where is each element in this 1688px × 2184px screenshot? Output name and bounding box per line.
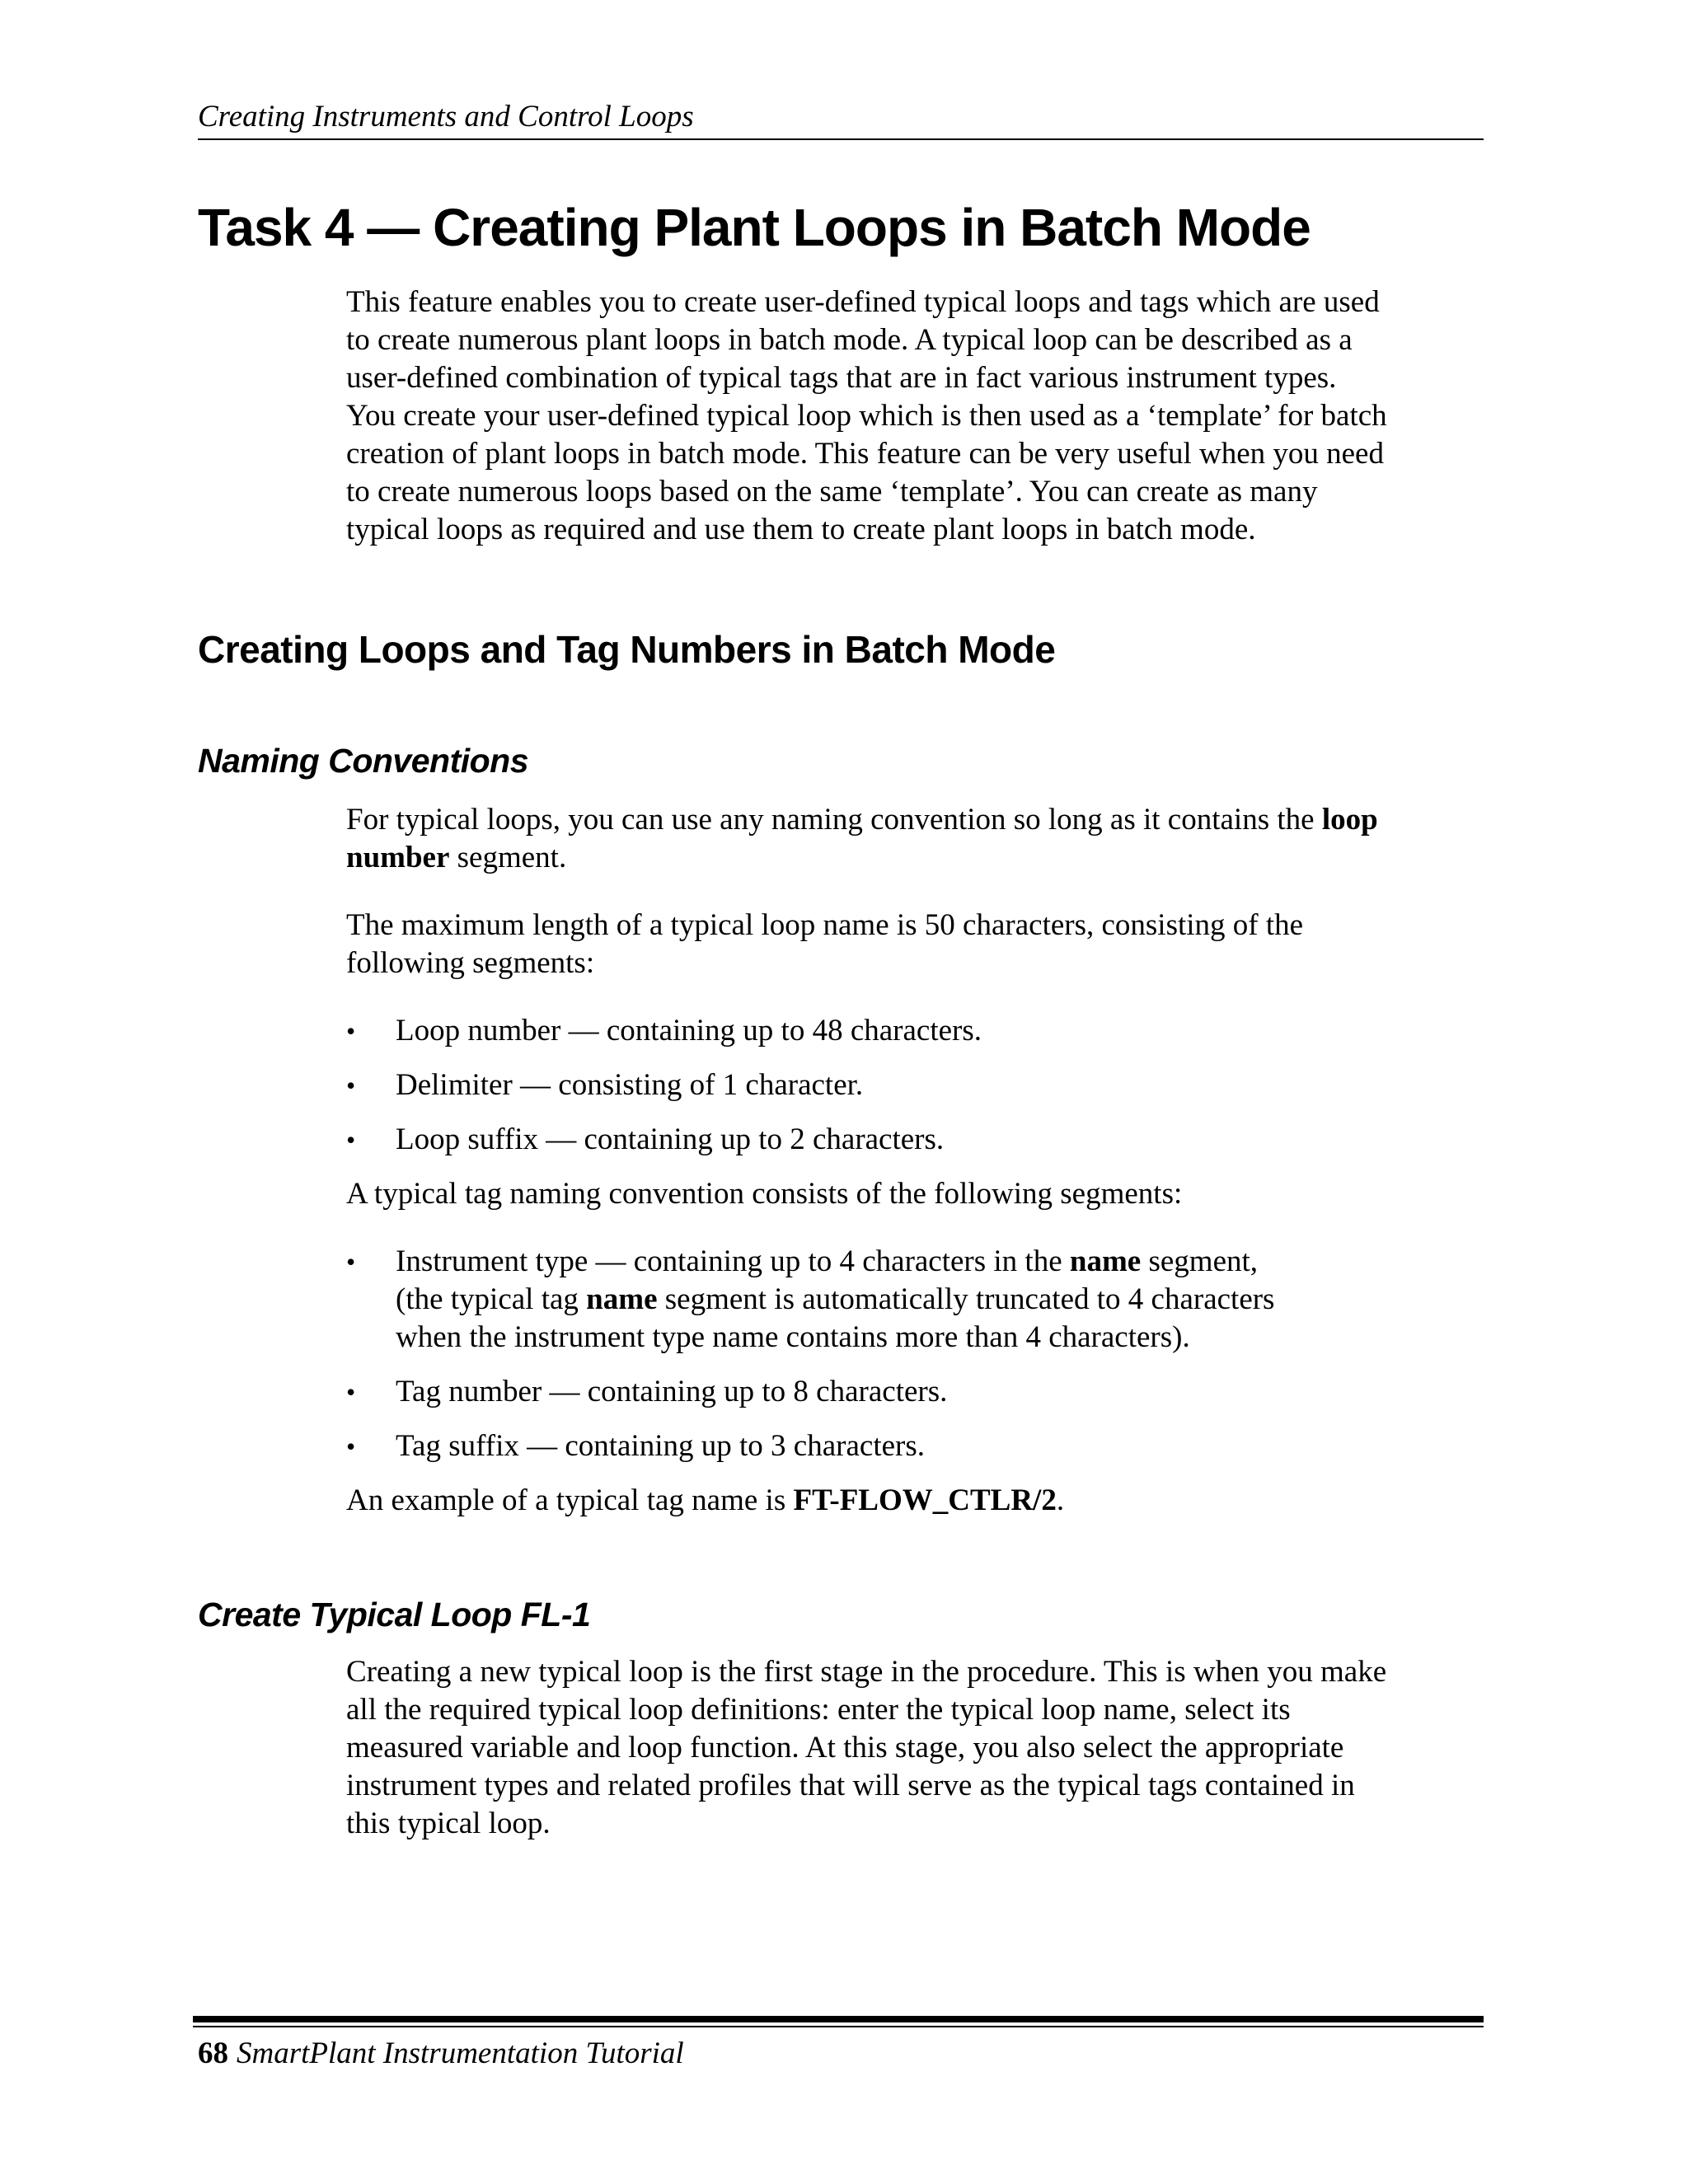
bold-term: loop bbox=[1321, 803, 1378, 837]
max-length-paragraph bbox=[346, 907, 1492, 982]
tag-intro-paragraph: A typical tag naming convention consists of the following segments: bbox=[346, 1177, 1183, 1211]
example-tag-name: FT-FLOW_CTLR/2 bbox=[793, 1483, 1057, 1517]
text-run: segment is automatically truncated to 4 characters bbox=[657, 1282, 1275, 1316]
create-typical-loop-heading: Create Typical Loop FL-1 bbox=[198, 1596, 591, 1633]
footer-rule bbox=[193, 2016, 1484, 2022]
text-run: Instrument type — containing up to 4 characters in the bbox=[396, 1244, 1070, 1278]
loop-segment-list bbox=[346, 1012, 1492, 1159]
intro-line: to create numerous loops based on the same ‘template’. You can create as many bbox=[346, 475, 1318, 509]
list-item: • Tag number — containing up to 8 characters. bbox=[346, 1373, 1492, 1411]
text-run: segment, bbox=[1141, 1244, 1259, 1278]
paragraph-line: instrument types and related profiles that will serve as the typical tags contained in bbox=[346, 1769, 1355, 1802]
list-item bbox=[346, 1243, 1492, 1357]
paragraph-line: Creating a new typical loop is the first stage in the procedure. This is when you make bbox=[346, 1655, 1387, 1689]
bold-term: name bbox=[586, 1282, 658, 1316]
intro-line: You create your user-defined typical loop which is then used as a ‘template’ for batch bbox=[346, 399, 1387, 433]
intro-line: typical loops as required and use them to create plant loops in batch mode. bbox=[346, 513, 1256, 546]
tag-segment-list bbox=[346, 1243, 1492, 1465]
section-title: Creating Loops and Tag Numbers in Batch Mode bbox=[198, 628, 1056, 671]
naming-conventions-heading: Naming Conventions bbox=[198, 742, 529, 780]
task-title: Task 4 — Creating Plant Loops in Batch Mode bbox=[198, 198, 1311, 257]
bold-term: name bbox=[1069, 1244, 1142, 1278]
naming-conventions-body bbox=[346, 801, 1492, 1520]
intro-line: user-defined combination of typical tags that are in fact various instrument types. bbox=[346, 361, 1337, 395]
book-title: SmartPlant Instrumentation Tutorial bbox=[237, 2036, 684, 2070]
intro-line: to create numerous plant loops in batch mode. A typical loop can be described as a bbox=[346, 323, 1353, 357]
intro-line: This feature enables you to create user-defined typical loops and tags which are used bbox=[346, 285, 1380, 319]
text-run: segment. bbox=[449, 841, 567, 874]
text-run: . bbox=[1056, 1483, 1065, 1517]
list-item: • Loop number — containing up to 48 characters. bbox=[346, 1012, 1492, 1050]
page-footer bbox=[198, 2034, 684, 2074]
list-item: • Delimiter — consisting of 1 character. bbox=[346, 1066, 1492, 1104]
text-run: For typical loops, you can use any naming convention so long as it contains the bbox=[346, 803, 1322, 837]
text-run: The maximum length of a typical loop name is 50 characters, consisting of the bbox=[346, 908, 1304, 942]
page-number: 68 bbox=[198, 2036, 228, 2070]
text-run: An example of a typical tag name is bbox=[346, 1483, 794, 1517]
bold-term: number bbox=[346, 841, 450, 874]
paragraph-line: measured variable and loop function. At this stage, you also select the appropriate bbox=[346, 1731, 1344, 1765]
paragraph-line: all the required typical loop definitions: enter the typical loop name, select its bbox=[346, 1693, 1291, 1727]
footer-rule-thin bbox=[193, 2026, 1484, 2027]
intro-line: creation of plant loops in batch mode. This feature can be very useful when you need bbox=[346, 437, 1384, 471]
text-run: following segments: bbox=[346, 946, 595, 980]
loop-naming-paragraph bbox=[346, 801, 1492, 877]
running-header: Creating Instruments and Control Loops bbox=[198, 97, 1484, 140]
list-item: • Loop suffix — containing up to 2 characters. bbox=[346, 1121, 1492, 1159]
create-typical-loop-paragraph bbox=[346, 1653, 1492, 1843]
text-run: (the typical tag bbox=[396, 1282, 587, 1316]
intro-paragraph bbox=[346, 284, 1492, 549]
example-paragraph bbox=[346, 1482, 1492, 1520]
paragraph-line: this typical loop. bbox=[346, 1807, 551, 1840]
list-item: • Tag suffix — containing up to 3 characters. bbox=[346, 1427, 1492, 1465]
text-run: when the instrument type name contains more than 4 characters). bbox=[396, 1320, 1190, 1354]
